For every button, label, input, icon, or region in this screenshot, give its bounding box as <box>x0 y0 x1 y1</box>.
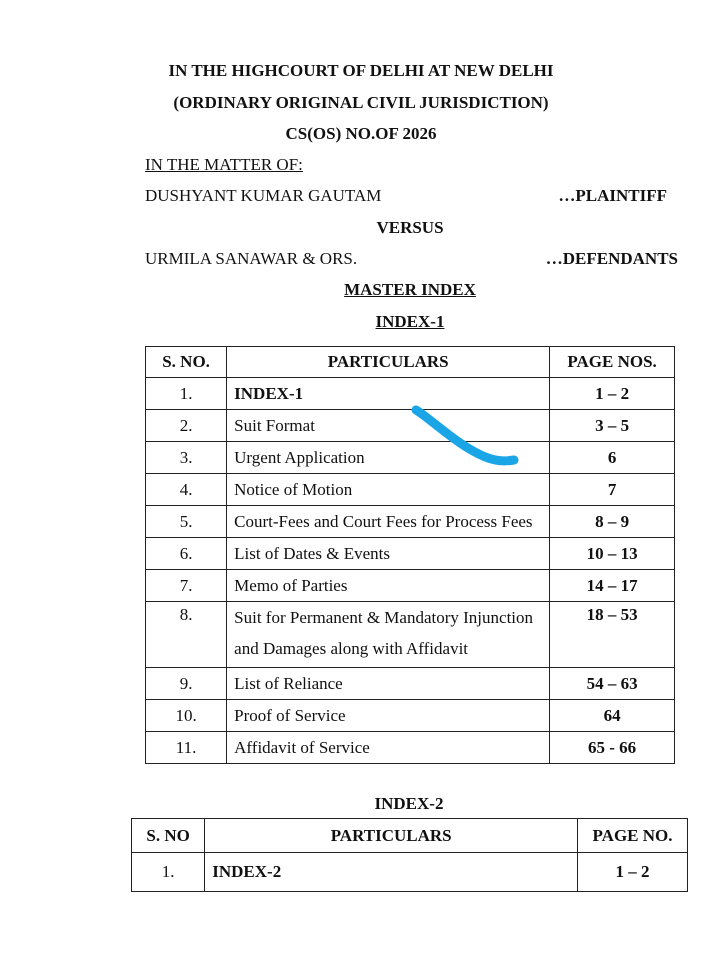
defendant-name: URMILA SANAWAR & ORS. <box>145 249 358 268</box>
row-particulars: Suit Format <box>227 410 550 442</box>
defendant-row <box>145 249 678 269</box>
row-pages: 64 <box>550 700 675 732</box>
case-prefix: CS(OS) NO. <box>285 124 376 143</box>
row-sno: 4. <box>146 474 227 506</box>
row-sno: 11. <box>146 732 227 764</box>
table-row <box>146 474 675 506</box>
row-sno: 1. <box>146 378 227 410</box>
row-particulars: Court-Fees and Court Fees for Process Fees <box>227 506 550 538</box>
row-pages: 8 – 9 <box>550 506 675 538</box>
row-pages: 1 – 2 <box>550 378 675 410</box>
row-pages: 65 - 66 <box>550 732 675 764</box>
row-particulars: Affidavit of Service <box>227 732 550 764</box>
row-sno: 10. <box>146 700 227 732</box>
case-number-line <box>0 124 722 144</box>
row-particulars: Memo of Parties <box>227 570 550 602</box>
plaintiff-row <box>145 186 675 206</box>
table-header-row <box>132 819 688 853</box>
index1-table <box>145 346 675 764</box>
column-header-pages: PAGE NOS. <box>550 347 675 378</box>
row-pages: 7 <box>550 474 675 506</box>
table-row <box>146 506 675 538</box>
table-row <box>146 410 675 442</box>
court-heading: IN THE HIGHCOURT OF DELHI AT NEW DELHI <box>168 61 554 80</box>
row-particulars: INDEX-1 <box>227 378 550 410</box>
column-header-pages: PAGE NO. <box>578 819 688 853</box>
matter-label: IN THE MATTER OF: <box>145 155 303 174</box>
plaintiff-role: …PLAINTIFF <box>558 186 667 205</box>
row-sno: 3. <box>146 442 227 474</box>
row-particulars: Urgent Application <box>227 442 550 474</box>
table-row <box>132 853 688 892</box>
row-sno: 7. <box>146 570 227 602</box>
index2-title: INDEX-2 <box>374 794 444 813</box>
row-particulars-line2: and Damages along with Affidavit <box>234 639 469 658</box>
row-particulars-line1: Suit for Permanent & Mandatory Injunction <box>234 608 534 627</box>
row-sno: 1. <box>132 853 205 892</box>
plaintiff-name: DUSHYANT KUMAR GAUTAM <box>145 186 382 205</box>
table-row <box>146 570 675 602</box>
row-sno: 5. <box>146 506 227 538</box>
table-row <box>146 442 675 474</box>
jurisdiction-heading: (ORDINARY ORIGINAL CIVIL JURISDICTION) <box>173 93 549 112</box>
index1-title: INDEX-1 <box>375 312 445 331</box>
table-row <box>146 602 675 668</box>
row-particulars: Proof of Service <box>227 700 550 732</box>
defendant-role: …DEFENDANTS <box>545 249 678 268</box>
column-header-sno: S. NO <box>132 819 205 853</box>
table-row <box>146 668 675 700</box>
index2-table <box>131 818 688 892</box>
row-pages: 3 – 5 <box>550 410 675 442</box>
row-pages: 14 – 17 <box>550 570 675 602</box>
row-pages: 1 – 2 <box>578 853 688 892</box>
table-row <box>146 538 675 570</box>
row-pages: 18 – 53 <box>550 602 675 668</box>
row-particulars: INDEX-2 <box>205 853 578 892</box>
row-pages: 6 <box>550 442 675 474</box>
row-particulars: List of Reliance <box>227 668 550 700</box>
column-header-particulars: PARTICULARS <box>205 819 578 853</box>
row-sno: 2. <box>146 410 227 442</box>
row-pages: 10 – 13 <box>550 538 675 570</box>
row-sno: 8. <box>146 602 227 668</box>
row-sno: 9. <box>146 668 227 700</box>
row-sno: 6. <box>146 538 227 570</box>
table-row <box>146 732 675 764</box>
row-particulars: Notice of Motion <box>227 474 550 506</box>
table-row <box>146 700 675 732</box>
master-index-title: MASTER INDEX <box>344 280 476 299</box>
case-year: OF 2026 <box>375 124 437 143</box>
versus-label: VERSUS <box>376 218 444 237</box>
row-pages: 54 – 63 <box>550 668 675 700</box>
row-particulars: List of Dates & Events <box>227 538 550 570</box>
column-header-sno: S. NO. <box>146 347 227 378</box>
row-particulars <box>227 602 550 668</box>
table-row <box>146 378 675 410</box>
table-header-row <box>146 347 675 378</box>
column-header-particulars: PARTICULARS <box>227 347 550 378</box>
